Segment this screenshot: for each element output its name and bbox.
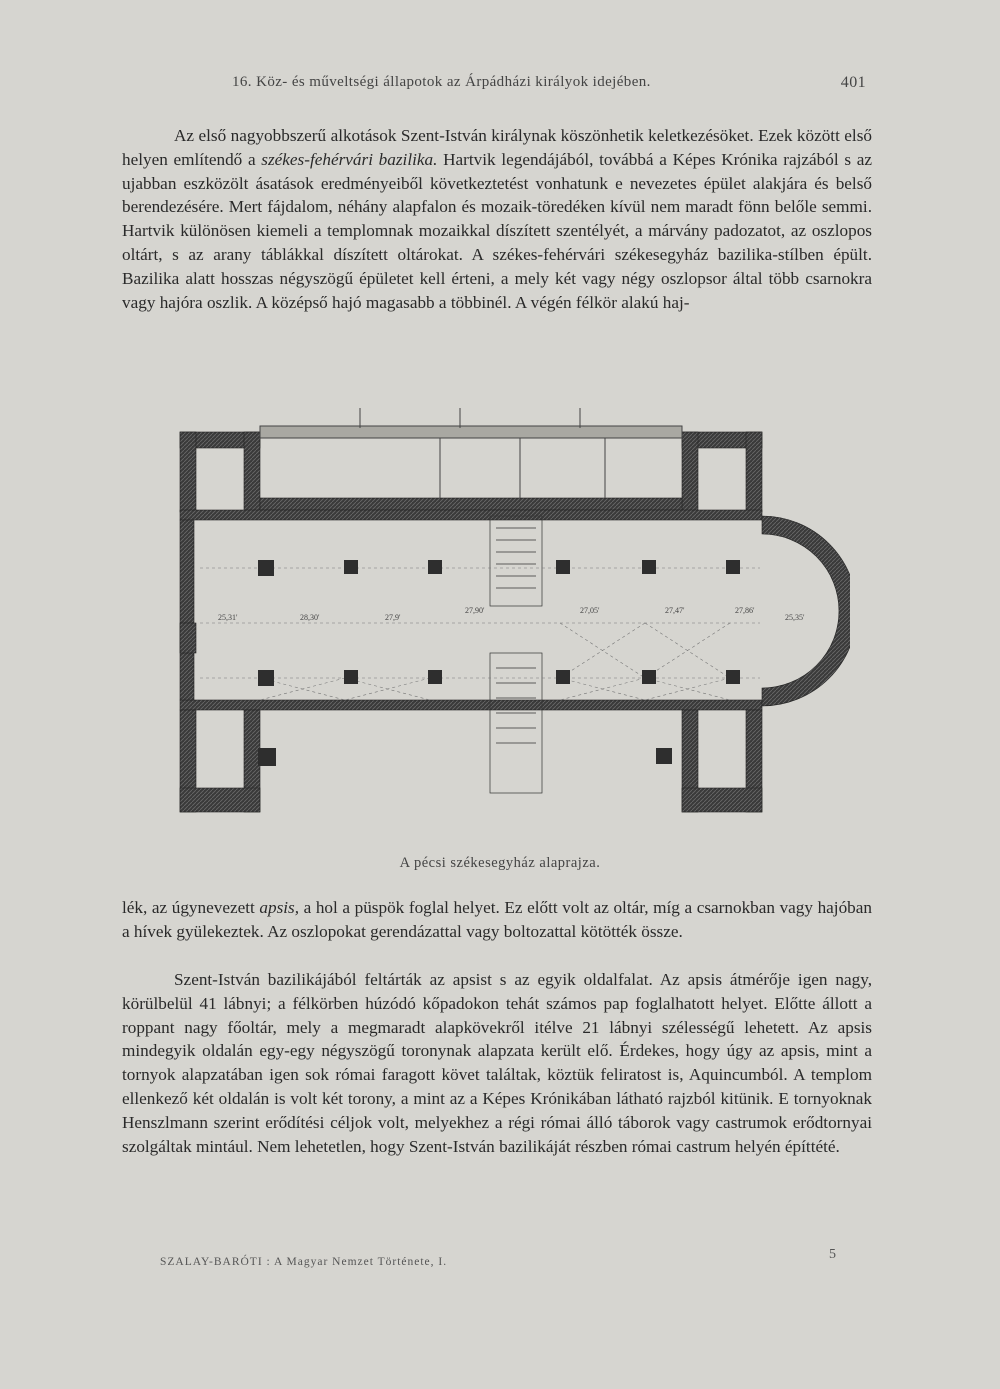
measure-7: 27,86' bbox=[735, 606, 755, 615]
measure-4: 27,90' bbox=[465, 606, 485, 615]
sheet-signature: 5 bbox=[829, 1247, 836, 1262]
paragraph-2-text-a: lék, az úgynevezett bbox=[122, 898, 260, 917]
paragraph-2-text-b: a hol a püspök foglal helyet. Ez előtt volt az oltár, míg a csarnokban vagy hajóban a hívek gyülekeztek. Az oszlopokat gerendázattal vagy boltozattal kötötték össze. bbox=[122, 898, 872, 941]
measure-8: 25,35' bbox=[785, 613, 805, 622]
measure-3: 27,9' bbox=[385, 613, 401, 622]
running-header bbox=[120, 74, 880, 98]
figure-caption: A pécsi székesegyház alaprajza. bbox=[399, 855, 601, 871]
page-number: 401 bbox=[840, 74, 866, 91]
measure-1: 25,31' bbox=[218, 613, 238, 622]
running-header-title: 16. Köz- és műveltségi állapotok az Árpádházi királyok idejében. bbox=[232, 74, 651, 90]
paragraph-3: Szent-István bazilikájából feltárták az apsist s az egyik oldalfalat. Az apsis átmérője igen nagy, körülbelül 41 lábnyi; a félkörben húzódó kőpadokon tehát számos pap foglalhatott helyet. Előtte állott a roppant nagy főoltár, mely a megmaradt alapkövekről itélve 21 lábnyi szélességű lehetett. Az apsis mindegyik oldalán egy-egy négyszögű toronynak alapzata került elő. Érdekes, hogy úgy az apsis, mint a tornyok alapzatában igen sok római faragott követ találtak, köztük feliratost is, Aquincumból. A templom ellenkező két oldalán is volt két torony, a mint az a Képes Krónikában látható rajzból kitünik. E tornyoknak Henszlmann szerint erődítési céljok volt, melyekhez a régi római álló táborok vagy castrumok erődtornyai szolgáltak mintául. Nem lehetetlen, hogy Szent-István bazilikáját részben római castrum helyén építtété. bbox=[122, 970, 872, 1156]
paragraph-1-emphasis: székes-fehérvári bazilika. bbox=[261, 149, 438, 169]
vault-lines bbox=[200, 568, 760, 700]
paragraph-2-emphasis: apsis, bbox=[259, 898, 300, 917]
measure-5: 27,05' bbox=[580, 606, 600, 615]
footer-signature-line: SZALAY-BARÓTI : A Magyar Nemzet Története, I. bbox=[160, 1256, 448, 1268]
paragraph-1-text-b: Hartvik legendájából, továbbá a Képes Krónika rajzából s az ujabban eszközölt ásatások eredményeiből következtetést vonhatunk e nevezetes épület alakjára és belső berendezésére. Mert fájdalom, néhány alapfalon és mozaik-töredéken kívül nem maradt fönn belőle semmi. Hartvik különösen kiemeli a templomnak mozaikkal díszített szentélyét, a márvány padozatot, az oszlopos oltárt, s az arany táblákkal díszített oltárokat. A székes-fehérvári székesegyház bazilika-stílben épült. Bazilika alatt hosszas négyszögű épületet kell érteni, a mely két vagy négy oszlopsor által több csarnokra vagy hajóra oszlik. A középső hajó magasabb a többinél. A végén félkör alakú haj- bbox=[122, 149, 872, 312]
paragraph-2 bbox=[122, 896, 872, 944]
floor-plan-figure bbox=[160, 398, 850, 838]
paragraph-1-text-a: Az első nagyobbszerű alkotások Szent-István királynak köszönhetik keletkezésöket. Ezek között első helyen említendő a bbox=[122, 126, 872, 169]
measure-2: 28,30' bbox=[300, 613, 320, 622]
plan-upper-structures bbox=[260, 408, 682, 498]
apse bbox=[762, 516, 850, 706]
measure-6: 27,47' bbox=[665, 606, 685, 615]
paragraph-1 bbox=[122, 124, 872, 314]
crypt-stairs bbox=[490, 516, 542, 793]
